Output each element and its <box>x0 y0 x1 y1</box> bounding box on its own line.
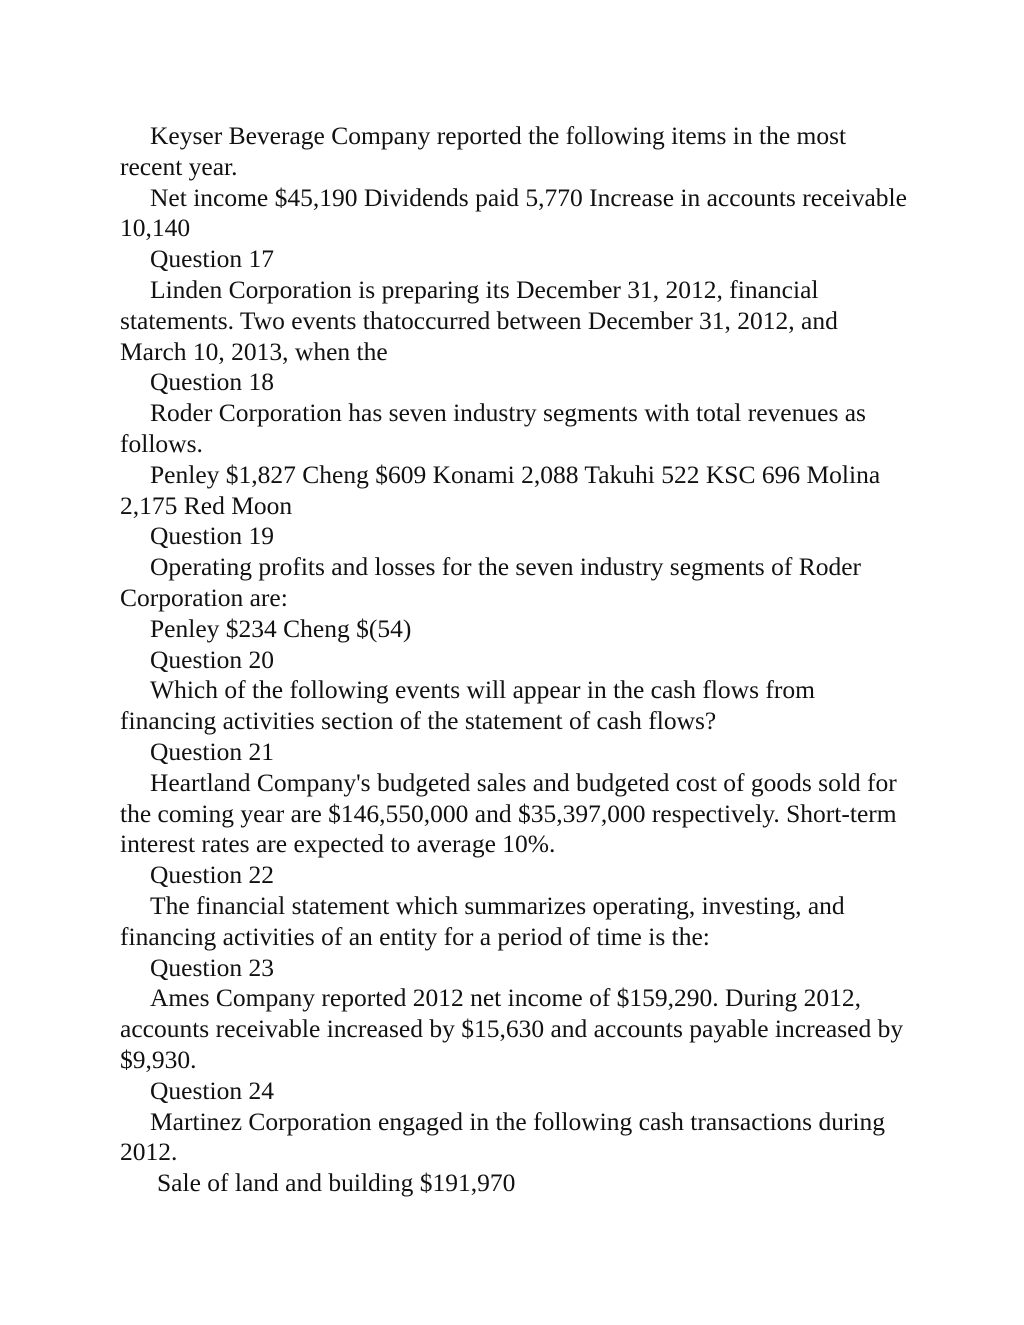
paragraph-ames: Ames Company reported 2012 net income of $159,290. During 2012, accounts receivable increased by $15,630 and accounts payable increased by $9,930. <box>120 983 904 1074</box>
paragraph-roder-profit-items: Penley $234 Cheng $(54) <box>150 613 412 643</box>
paragraph-roder-revenues: Roder Corporation has seven industry segments with total revenues as follows. <box>120 398 866 458</box>
document-page <box>120 121 910 1199</box>
question-19-heading: Question 19 <box>150 521 274 551</box>
paragraph-martinez-item: Sale of land and building $191,970 <box>157 1168 516 1198</box>
question-23-heading: Question 23 <box>150 952 274 982</box>
paragraph-keyser-intro: Keyser Beverage Company reported the following items in the most recent year. <box>120 121 847 181</box>
question-20-heading: Question 20 <box>150 644 274 674</box>
paragraph-keyser-items: Net income $45,190 Dividends paid 5,770 Increase in accounts receivable 10,140 <box>120 182 907 243</box>
paragraph-financial-statement: The financial statement which summarizes operating, investing, and financing activities of an entity for a period of time is the: <box>120 890 845 951</box>
question-17-heading: Question 17 <box>150 244 274 274</box>
question-22-heading: Question 22 <box>150 860 274 890</box>
question-24-heading: Question 24 <box>150 1075 274 1105</box>
paragraph-martinez: Martinez Corporation engaged in the following cash transactions during 2012. <box>120 1106 886 1167</box>
paragraph-heartland: Heartland Company's budgeted sales and budgeted cost of goods sold for the coming year are $146,550,000 and $35,397,000 respectively. Short-term interest rates are expected to average 10%. <box>120 767 897 859</box>
question-18-heading: Question 18 <box>150 367 274 397</box>
paragraph-roder-segments: Penley $1,827 Cheng $609 Konami 2,088 Takuhi 522 KSC 696 Molina 2,175 Red Moon <box>120 459 881 520</box>
paragraph-roder-profits: Operating profits and losses for the seven industry segments of Roder Corporation are: <box>120 552 862 612</box>
paragraph-linden: Linden Corporation is preparing its December 31, 2012, financial statements. Two events thatoccurred between December 31, 2012, and March 10, 2013, when the <box>120 274 838 366</box>
question-21-heading: Question 21 <box>150 736 274 766</box>
paragraph-financing-events: Which of the following events will appear in the cash flows from financing activities section of the statement of cash flows? <box>120 675 815 736</box>
